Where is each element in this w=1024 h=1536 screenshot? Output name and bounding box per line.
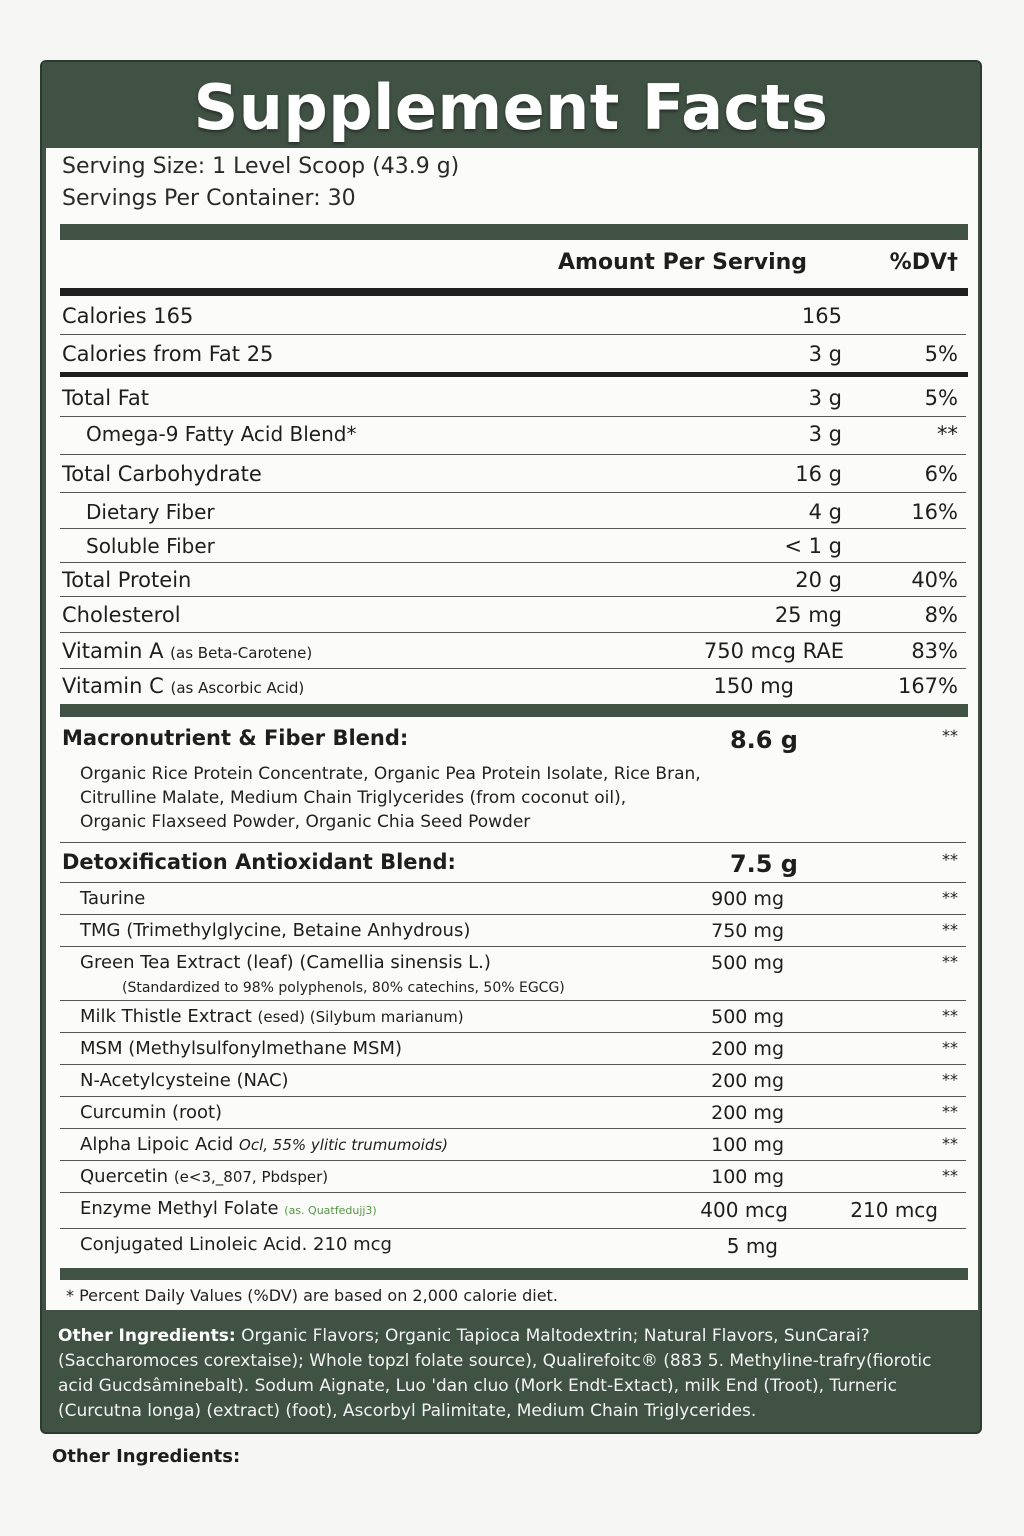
row-divider xyxy=(60,1096,966,1097)
row-divider xyxy=(60,882,966,883)
blend-item-name: Alpha Lipoic Acid Ocl, 55% ylitic trumumoids) xyxy=(80,1134,449,1155)
row-divider xyxy=(60,1160,966,1161)
standardization-note: (Standardized to 98% polyphenols, 80% catechins, 50% EGCG) xyxy=(122,980,565,996)
nutrient-amount: 20 g xyxy=(795,568,842,592)
blend-item-name: Curcumin (root) xyxy=(80,1102,223,1123)
row-divider xyxy=(60,528,966,529)
supplement-facts-label xyxy=(40,60,982,1434)
label-title: Supplement Facts xyxy=(193,71,829,144)
blend-item-amount: 5 mg xyxy=(726,1234,778,1258)
row-divider xyxy=(60,1000,966,1001)
blend-item-amount: 750 mg xyxy=(711,920,784,942)
ingredient-line: Organic Flaxseed Powder, Organic Chia Seed Powder xyxy=(80,812,531,832)
row-divider xyxy=(60,492,966,493)
nutrient-dv: 5% xyxy=(924,342,958,366)
nutrient-name: Soluble Fiber xyxy=(86,534,215,558)
nutrient-name: Dietary Fiber xyxy=(86,500,215,524)
blend-item-amount: 200 mg xyxy=(711,1038,784,1060)
blend-item-dv: ** xyxy=(942,1166,958,1185)
macro-blend-name: Macronutrient & Fiber Blend: xyxy=(62,726,409,750)
row-divider xyxy=(60,562,966,563)
header-divider xyxy=(60,288,968,296)
row-divider xyxy=(60,1228,966,1229)
blend-item-name: Quercetin (e<3,_807, Pbdsper) xyxy=(80,1166,329,1187)
blend-item-amount: 200 mg xyxy=(711,1102,784,1124)
blend-item-name: N-Acetylcysteine (NAC) xyxy=(80,1070,289,1091)
nutrient-dv: 8% xyxy=(924,603,958,627)
other-ingredients-label: Other Ingredients: xyxy=(58,1326,236,1346)
nutrient-amount: 150 mg xyxy=(713,674,794,698)
blend-item-dv: ** xyxy=(942,1070,958,1089)
blend-item-name: Taurine xyxy=(80,888,146,909)
macro-blend-amount: 8.6 g xyxy=(729,726,798,754)
blend-item-amount: 100 mg xyxy=(711,1134,784,1156)
row-divider xyxy=(60,842,966,843)
blend-item-name: Enzyme Methyl Folate (as. Quatfedujj3) xyxy=(80,1198,377,1219)
nutrient-name: Calories from Fat 25 xyxy=(62,342,274,366)
row-divider xyxy=(60,334,966,335)
blend-item-dv: ** xyxy=(942,1134,958,1153)
blend-divider xyxy=(60,704,968,717)
nutrient-amount: 750 mcg RAE xyxy=(703,639,844,663)
blend-item-dv: ** xyxy=(942,952,958,971)
blend-item-name: TMG (Trimethylglycine, Betaine Anhydrous) xyxy=(80,920,471,941)
row-divider xyxy=(60,416,966,417)
nutrient-dv: 6% xyxy=(924,462,958,486)
facts-panel xyxy=(46,148,978,1310)
blend-item-dv: ** xyxy=(942,1102,958,1121)
nutrient-name: Total Protein xyxy=(62,568,192,592)
nutrient-name: Calories 165 xyxy=(62,304,194,328)
nutrient-amount: 4 g xyxy=(808,500,842,524)
blend-item-amount: 400 mcg xyxy=(700,1198,788,1222)
servings-per-container: Servings Per Container: 30 xyxy=(62,186,356,211)
other-ingredients xyxy=(58,1324,968,1424)
nutrient-name: Vitamin C (as Ascorbic Acid) xyxy=(62,674,305,698)
ingredient-line: Citrulline Malate, Medium Chain Triglycerides (from coconut oil), xyxy=(80,788,627,808)
macro-blend-dv: ** xyxy=(942,726,958,745)
detox-blend-name: Detoxification Antioxidant Blend: xyxy=(62,850,456,874)
nutrient-name: Cholesterol xyxy=(62,603,181,627)
serving-size: Serving Size: 1 Level Scoop (43.9 g) xyxy=(62,154,460,179)
ingredient-line: Organic Rice Protein Concentrate, Organic Pea Protein Isolate, Rice Bran, xyxy=(80,764,701,784)
row-divider xyxy=(60,454,966,455)
blend-item-dv: ** xyxy=(942,888,958,907)
nutrient-name: Omega-9 Fatty Acid Blend* xyxy=(86,422,357,446)
nutrient-amount: 25 mg xyxy=(774,603,842,627)
blend-item-amount: 200 mg xyxy=(711,1070,784,1092)
row-divider xyxy=(60,596,966,597)
nutrient-dv: ** xyxy=(937,422,958,446)
blend-item-name: Conjugated Linoleic Acid. 210 mcg xyxy=(80,1234,392,1255)
medium-divider xyxy=(60,372,968,377)
thick-divider xyxy=(60,224,968,240)
blend-item-amount: 100 mg xyxy=(711,1166,784,1188)
amount-header: Amount Per Serving xyxy=(558,250,808,275)
detox-blend-amount: 7.5 g xyxy=(729,850,798,878)
blend-item-amount: 900 mg xyxy=(711,888,784,910)
nutrient-amount: 165 xyxy=(801,304,842,328)
blend-item-name: MSM (Methylsulfonylmethane MSM) xyxy=(80,1038,402,1059)
nutrient-dv: 40% xyxy=(911,568,958,592)
footnote-divider xyxy=(60,1268,968,1280)
detox-blend-dv: ** xyxy=(942,850,958,869)
blend-item-amount: 500 mg xyxy=(711,1006,784,1028)
row-divider xyxy=(60,1032,966,1033)
nutrient-name: Total Carbohydrate xyxy=(62,462,262,486)
dv-header: %DV† xyxy=(889,250,958,275)
nutrient-amount: 16 g xyxy=(795,462,842,486)
blend-item-dv: ** xyxy=(942,1006,958,1025)
dv-footnote: * Percent Daily Values (%DV) are based on 2,000 calorie diet. xyxy=(66,1286,558,1305)
row-divider xyxy=(60,914,966,915)
nutrient-amount: < 1 g xyxy=(784,534,842,558)
row-divider xyxy=(60,1192,966,1193)
footer-other-ingredients-label: Other Ingredients: xyxy=(52,1446,241,1467)
blend-item-name: Milk Thistle Extract (esed) (Silybum marianum) xyxy=(80,1006,464,1027)
blend-item-dv: 210 mcg xyxy=(850,1198,938,1222)
nutrient-dv: 167% xyxy=(897,674,958,698)
row-divider xyxy=(60,1064,966,1065)
nutrient-dv: 16% xyxy=(911,500,958,524)
blend-item-amount: 500 mg xyxy=(711,952,784,974)
nutrient-amount: 3 g xyxy=(808,422,842,446)
macro-blend-ingredients xyxy=(80,762,940,834)
nutrient-dv: 5% xyxy=(924,386,958,410)
row-divider xyxy=(60,946,966,947)
blend-item-dv: ** xyxy=(942,920,958,939)
nutrient-name: Total Fat xyxy=(62,386,149,410)
blend-item-dv: ** xyxy=(942,1038,958,1057)
blend-item-name: Green Tea Extract (leaf) (Camellia sinensis L.) xyxy=(80,952,491,973)
nutrient-dv: 83% xyxy=(911,639,958,663)
nutrient-amount: 3 g xyxy=(808,342,842,366)
row-divider xyxy=(60,668,966,669)
other-ingredients-text: Organic Flavors; Organic Tapioca Maltodextrin; Natural Flavors, SunCarai? (Saccharomoces corextaise); Whole topzl folate source), Qualirefoitc® (883 5. Methyline-trafry(fiorotic acid Gucdsâminebalt). Sodum Aignate, Luo 'dan cluo (Mork Endt-Extact), milk End (Troot), Turneric (Curcutna longa) (extract) (foot), Ascorbyl Palimitate, Medium Chain Triglycerides. xyxy=(58,1326,932,1421)
row-divider xyxy=(60,1128,966,1129)
nutrient-amount: 3 g xyxy=(808,386,842,410)
nutrient-name: Vitamin A (as Beta-Carotene) xyxy=(62,639,313,663)
row-divider xyxy=(60,632,966,633)
